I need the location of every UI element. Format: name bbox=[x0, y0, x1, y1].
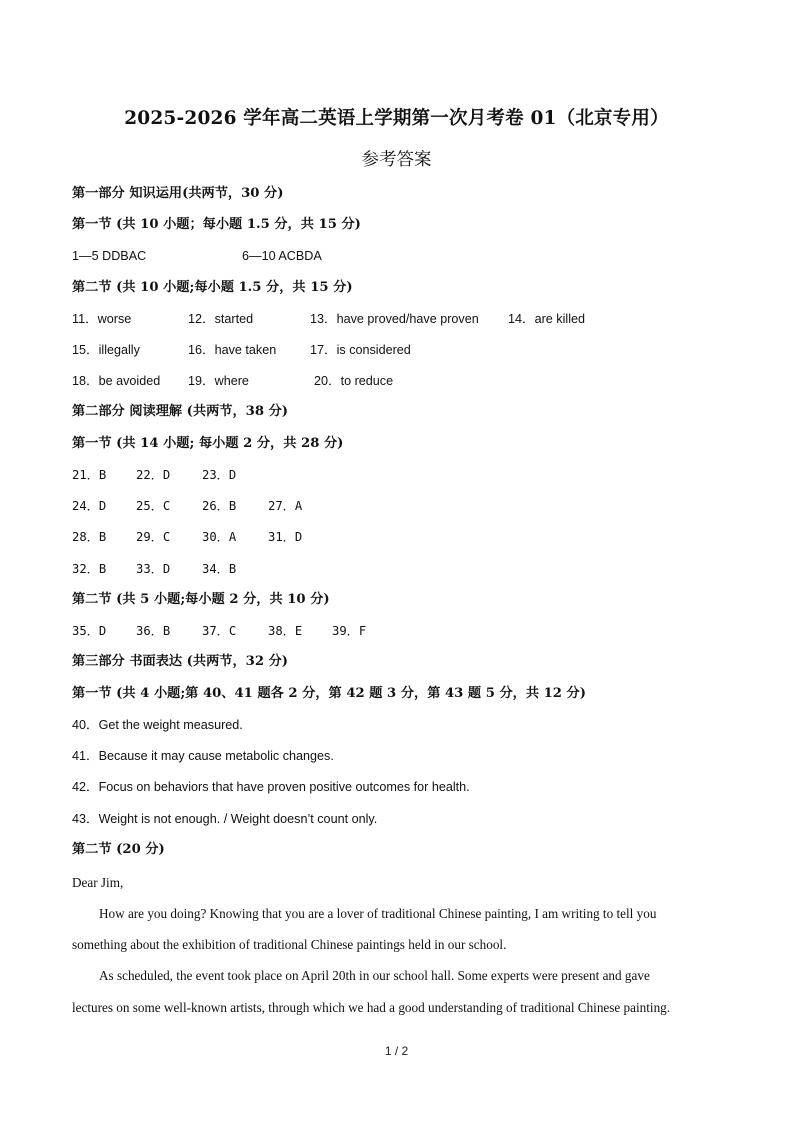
answer-item: 33．D bbox=[136, 562, 171, 576]
page-subtitle: 参考答案 bbox=[361, 150, 432, 170]
part3-heading: 第三部分 书面表达 (共两节，32 分) bbox=[72, 654, 289, 669]
answer-item: 28．B bbox=[72, 530, 107, 544]
part1-section1-heading: 第一节 (共 10 小题；每小题 1.5 分，共 15 分) bbox=[72, 217, 361, 232]
answer-item: 29．C bbox=[136, 530, 171, 544]
letter-line: something about the exhibition of traditional Chinese paintings held in our school. bbox=[72, 937, 507, 952]
answer-item: 21．B bbox=[72, 468, 107, 482]
letter-line: lectures on some well-known artists, through which we had a good understanding of traditional Chinese painting. bbox=[72, 1000, 671, 1015]
answer-item: 43．Weight is not enough. / Weight doesn’t count only. bbox=[72, 812, 378, 826]
part1-section2-heading: 第二节 (共 10 小题;每小题 1.5 分，共 15 分) bbox=[72, 280, 353, 295]
answer-item: 20．to reduce bbox=[314, 374, 394, 388]
answer-item: 41．Because it may cause metabolic changes. bbox=[72, 749, 334, 763]
answer-item: 27．A bbox=[268, 499, 303, 513]
answer-item: 40．Get the weight measured. bbox=[72, 718, 243, 732]
part3-section1-heading: 第一节 (共 4 小题;第 40、41 题各 2 分，第 42 题 3 分，第 43 题 5 分，共 12 分) bbox=[72, 686, 586, 701]
answer-group: 6—10 ACBDA bbox=[242, 249, 322, 263]
answer-item: 19．where bbox=[188, 374, 249, 388]
answer-item: 18．be avoided bbox=[72, 374, 161, 388]
answer-item: 12．started bbox=[188, 312, 254, 326]
answer-item: 36．B bbox=[136, 624, 171, 638]
answer-item: 34．B bbox=[202, 562, 237, 576]
part2-section2-heading: 第二节 (共 5 小题;每小题 2 分，共 10 分) bbox=[72, 592, 330, 607]
answer-group: 1—5 DDBAC bbox=[72, 249, 147, 263]
part1-section1-answers bbox=[72, 250, 722, 266]
page-number: 1 / 2 bbox=[384, 1044, 409, 1058]
answer-item: 35．D bbox=[72, 624, 107, 638]
page-title: 2025-2026 学年高二英语上学期第一次月考卷 01（北京专用） bbox=[124, 108, 669, 129]
answer-item: 42．Focus on behaviors that have proven positive outcomes for health. bbox=[72, 780, 470, 794]
answer-item: 25．C bbox=[136, 499, 171, 513]
answer-item: 11．worse bbox=[72, 312, 132, 326]
answer-item: 32．B bbox=[72, 562, 107, 576]
answer-row bbox=[72, 469, 722, 485]
answer-row bbox=[72, 563, 722, 579]
answer-item: 16．have taken bbox=[188, 343, 277, 357]
answer-item: 13．have proved/have proven bbox=[310, 312, 479, 326]
answer-item: 15．illegally bbox=[72, 343, 140, 357]
answer-row bbox=[72, 313, 722, 329]
answer-item: 22．D bbox=[136, 468, 171, 482]
answer-item: 30．A bbox=[202, 530, 237, 544]
part1-heading: 第一部分 知识运用(共两节，30 分) bbox=[72, 186, 284, 201]
answer-row bbox=[72, 625, 722, 641]
answer-item: 24．D bbox=[72, 499, 107, 513]
part2-section1-heading: 第一节 (共 14 小题; 每小题 2 分，共 28 分) bbox=[72, 436, 344, 451]
answer-item: 26．B bbox=[202, 499, 237, 513]
answer-row bbox=[72, 531, 722, 547]
answer-row bbox=[72, 344, 722, 360]
answer-item: 39．F bbox=[332, 624, 367, 638]
letter-line: How are you doing? Knowing that you are a lover of traditional Chinese painting, I am writing to tell you bbox=[99, 906, 657, 921]
part3-section2-heading: 第二节 (20 分) bbox=[72, 842, 165, 857]
answer-item: 38．E bbox=[268, 624, 303, 638]
answer-item: 14．are killed bbox=[508, 312, 586, 326]
letter-line: As scheduled, the event took place on April 20th in our school hall. Some experts were present and gave bbox=[99, 968, 650, 983]
answer-row bbox=[72, 375, 722, 391]
answer-item: 23．D bbox=[202, 468, 237, 482]
letter-salutation: Dear Jim, bbox=[72, 875, 124, 890]
answer-item: 31．D bbox=[268, 530, 303, 544]
answer-item: 17．is considered bbox=[310, 343, 411, 357]
answer-row bbox=[72, 500, 722, 516]
answer-item: 37．C bbox=[202, 624, 237, 638]
part2-heading: 第二部分 阅读理解 (共两节，38 分) bbox=[72, 404, 289, 419]
